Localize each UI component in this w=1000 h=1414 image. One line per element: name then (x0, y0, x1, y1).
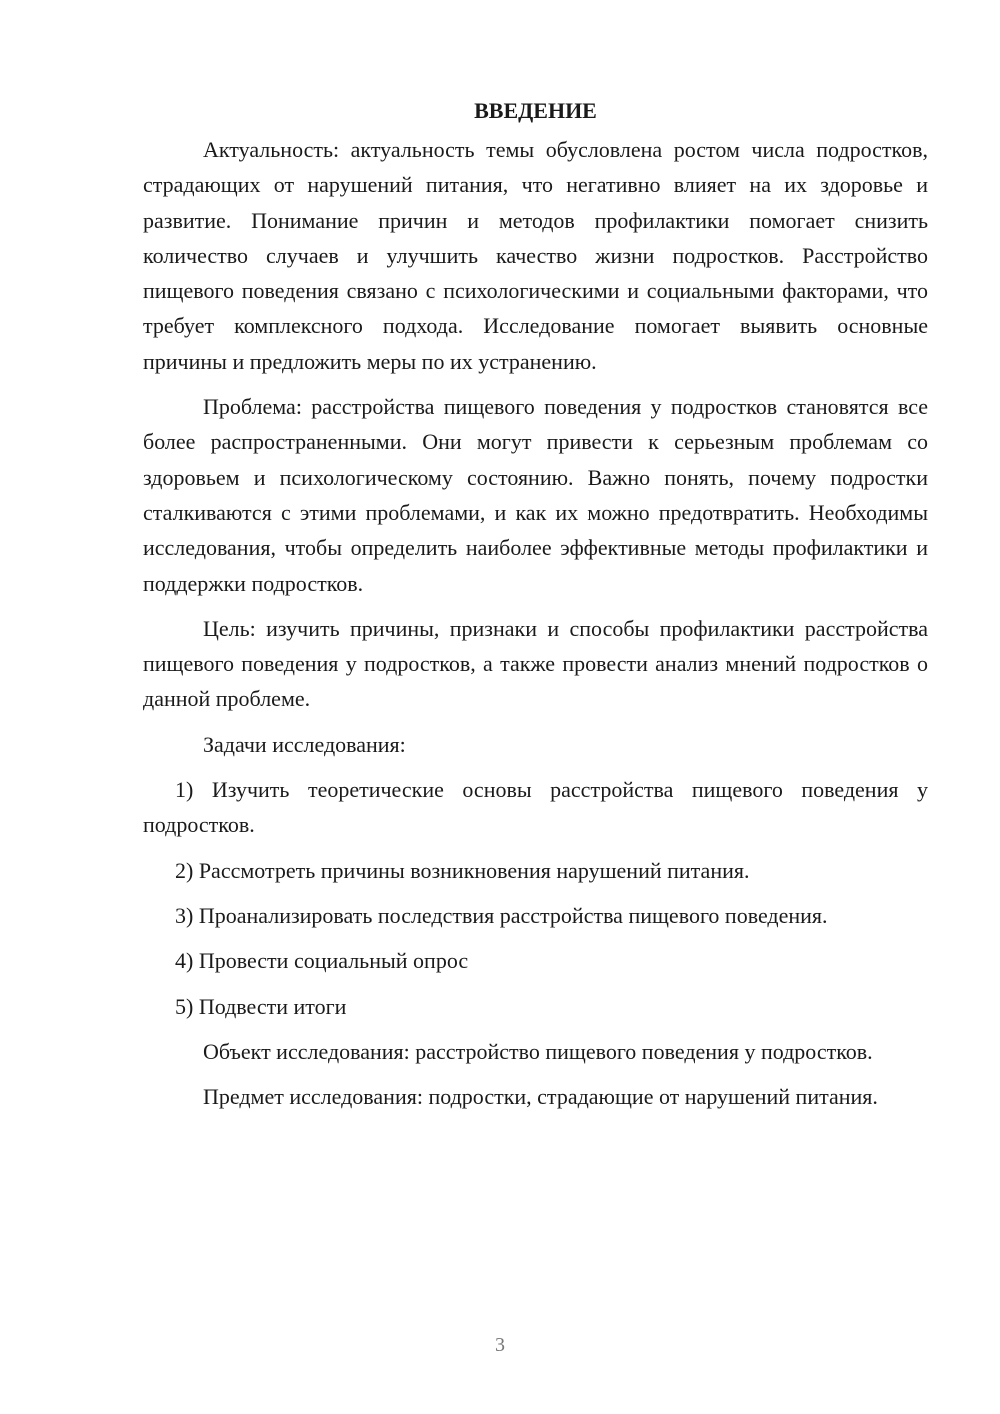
page-title: ВВЕДЕНИЕ (474, 98, 597, 123)
tasks-list (143, 772, 928, 1024)
document-page (143, 96, 928, 1124)
list-item: 2) Рассмотреть причины возникновения нарушений питания. (175, 857, 750, 883)
page-number: 3 (495, 1334, 505, 1356)
goal-paragraph: Цель: изучить причины, признаки и способы профилактики расстройства пищевого поведения у подростков, а также провести анализ мнений подростков о данной проблеме. (143, 615, 928, 712)
tasks-heading: Задачи исследования: (203, 731, 406, 757)
list-item: 5) Подвести итоги (175, 993, 347, 1019)
list-item: 3) Проанализировать последствия расстройства пищевого поведения. (175, 902, 828, 928)
problem-paragraph: Проблема: расстройства пищевого поведения у подростков становятся все более распространенными. Они могут привести к серьезным проблемам со здоровьем и психологическому состоянию. Важно понять, почему подростки сталкиваются с этими проблемами, и как их можно предотвратить. Необходимы исследования, чтобы определить наиболее эффективные методы профилактики и поддержки подростков. (143, 394, 928, 596)
list-item: 1) Изучить теоретические основы расстройства пищевого поведения у подростков. (143, 777, 928, 838)
subject-paragraph: Предмет исследования: подростки, страдающие от нарушений питания. (203, 1084, 878, 1110)
list-item: 4) Провести социальный опрос (175, 948, 469, 974)
relevance-paragraph: Актуальность: актуальность темы обусловлена ростом числа подростков, страдающих от нарушений питания, что негативно влияет на их здоровье и развитие. Понимание причин и методов профилактики помогает снизить количество случаев и улучшить качество жизни подростков. Расстройство пищевого поведения связано с психологическими и социальными факторами, что требует комплексного подхода. Исследование помогает выявить основные причины и предложить меры по их устранению. (143, 137, 928, 374)
object-paragraph: Объект исследования: расстройство пищевого поведения у подростков. (203, 1038, 873, 1064)
